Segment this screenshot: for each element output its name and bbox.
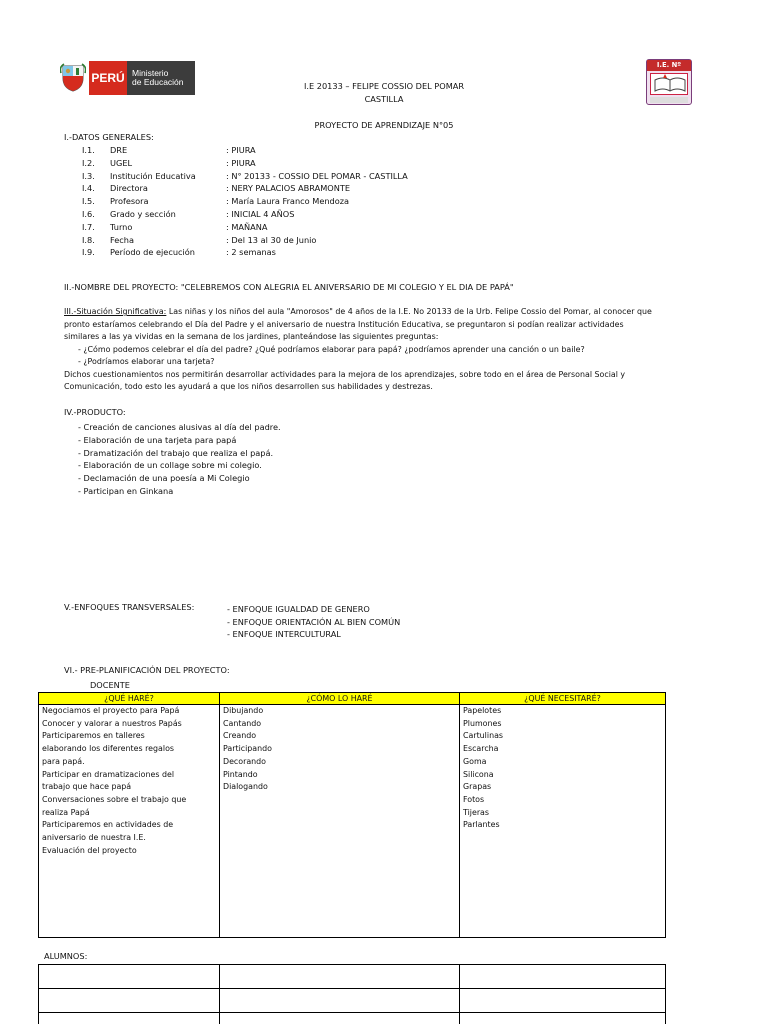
table-cell[interactable]: [220, 1013, 460, 1024]
que-hare-item: para papá.: [42, 756, 85, 766]
section-2-project-name: II.-NOMBRE DEL PROYECTO: "CELEBREMOS CON ALEGRIA EL ANIVERSARIO DE MI COLEGIO Y EL DIA DE PAPÁ": [64, 282, 514, 292]
planning-table-docente: [38, 692, 666, 938]
table-cell[interactable]: [460, 965, 666, 989]
general-data-value: : N° 20133 - COSSIO DEL POMAR - CASTILLA: [226, 170, 408, 181]
section-3-situation: [64, 306, 724, 394]
como-hare-item: Decorando: [223, 756, 267, 766]
product-list: [78, 421, 281, 498]
col-header-que-necesitare: ¿QUÉ NECESITARÉ?: [460, 693, 666, 705]
table-row: [39, 965, 666, 989]
material-item: Fotos: [463, 794, 485, 804]
col-header-que-hare: ¿QUÉ HARÉ?: [39, 693, 220, 705]
situation-line-1: Las niñas y los niños del aula "Amorosos" de 4 años de la I.E. No 20133 de la Urb. Felipe Cossio del Pomar, al conocer que: [166, 307, 652, 316]
que-hare-item: Participaremos en talleres: [42, 731, 145, 741]
table-cell[interactable]: [39, 1013, 220, 1024]
ministry-line-1: Ministerio: [132, 68, 169, 79]
general-data-label: Grado y sección: [110, 209, 176, 219]
col-header-como-hare: ¿CÓMO LO HARÉ: [220, 693, 460, 705]
que-hare-item: Participar en dramatizaciones del: [42, 769, 175, 779]
general-data-label: Fecha: [110, 234, 135, 245]
material-item: Tijeras: [463, 807, 490, 817]
section-1-heading: I.-DATOS GENERALES:: [64, 132, 154, 142]
general-data-number: I.7.: [82, 221, 95, 232]
table-cell[interactable]: [39, 965, 220, 989]
approaches-list: [227, 603, 400, 641]
general-data-number: I.3.: [82, 170, 95, 181]
project-title: PROYECTO DE APRENDIZAJE N°05: [314, 120, 454, 130]
situation-line-5: Comunicación, todo esto les ayudará a que los niños desarrollen sus habilidades y destrezas.: [64, 382, 433, 391]
general-data-value: : MAÑANA: [226, 221, 268, 232]
que-hare-item: Conocer y valorar a nuestros Papás: [42, 718, 182, 728]
material-item: Cartulinas: [463, 731, 504, 741]
como-hare-item: Dialogando: [223, 782, 268, 792]
general-data-value: : PIURA: [226, 157, 256, 168]
section-4-heading: IV.-PRODUCTO:: [64, 407, 126, 417]
general-data-value: : 2 semanas: [226, 247, 276, 258]
general-data-label: Período de ejecución: [110, 247, 195, 258]
peru-label: PERÚ: [89, 61, 127, 95]
que-hare-item: trabajo que hace papá: [42, 782, 132, 792]
ministry-line-2: de Educación: [132, 77, 184, 87]
general-data-label: Profesora: [110, 196, 149, 207]
table-cell[interactable]: [220, 989, 460, 1013]
product-item: - Declamación de una poesía a Mi Colegio: [78, 473, 250, 484]
product-item: - Dramatización del trabajo que realiza el papá.: [78, 447, 274, 458]
como-hare-item: Dibujando: [223, 706, 264, 715]
product-item: - Elaboración de una tarjeta para papá: [78, 434, 237, 445]
que-hare-item: Negociamos el proyecto para Papá: [42, 706, 180, 715]
section-3-heading: III.-Situación Significativa:: [64, 307, 167, 316]
como-hare-item: Creando: [223, 731, 257, 741]
product-item: - Participan en Ginkana: [78, 485, 174, 496]
como-hare-item: Participando: [223, 744, 272, 754]
general-data-number: I.8.: [82, 234, 95, 245]
general-data-number: I.6.: [82, 209, 95, 219]
general-data-number: I.5.: [82, 196, 95, 207]
docente-label: DOCENTE: [90, 680, 130, 690]
table-row: [39, 989, 666, 1013]
school-city: CASTILLA: [364, 94, 404, 104]
table-cell[interactable]: [460, 1013, 666, 1024]
material-item: Silicona: [463, 769, 494, 779]
school-name: I.E 20133 – FELIPE COSSIO DEL POMAR: [303, 81, 465, 91]
situation-question-2: - ¿Podríamos elaborar una tarjeta?: [78, 357, 215, 366]
situation-line-2: pronto estaríamos celebrando el Día del Padre y el aniversario de nuestra Institución Educativa, se preguntaron si podían realizar actividades: [64, 319, 624, 329]
general-data-label: Institución Educativa: [110, 170, 196, 181]
table-row: [39, 1013, 666, 1024]
material-item: Grapas: [463, 782, 492, 792]
que-hare-item: realiza Papá: [42, 807, 90, 817]
general-data-number: I.2.: [82, 157, 95, 168]
general-data-value: : Del 13 al 30 de Junio: [226, 234, 317, 245]
como-hare-item: Cantando: [223, 718, 262, 728]
material-item: Escarcha: [463, 744, 499, 754]
general-data-value: : NERY PALACIOS ABRAMONTE: [226, 183, 351, 194]
approach-item: - ENFOQUE IGUALDAD DE GENERO: [227, 604, 370, 614]
school-logo-text: I.E. Nº: [647, 60, 691, 71]
material-item: Goma: [463, 756, 487, 766]
alumnos-label: ALUMNOS:: [44, 951, 88, 961]
section-5-heading: V.-ENFOQUES TRANSVERSALES:: [64, 602, 195, 612]
general-data-number: I.4.: [82, 183, 95, 194]
approach-item: - ENFOQUE INTERCULTURAL: [227, 629, 341, 639]
como-hare-cell: [220, 705, 460, 938]
general-data-label: Directora: [110, 183, 148, 194]
que-hare-item: Participaremos en actividades de: [42, 820, 174, 830]
planning-table-alumnos: [38, 964, 666, 1024]
situation-line-4: Dichos cuestionamientos nos permitirán desarrollar actividades para la mejora de los aprendizajes, sobre todo en el área de Personal Social y: [64, 369, 626, 379]
material-item: Plumones: [463, 718, 502, 728]
que-hare-cell: [39, 705, 220, 938]
general-data-label: Turno: [110, 221, 133, 232]
que-hare-item: Conversaciones sobre el trabajo que: [42, 794, 187, 804]
table-cell[interactable]: [39, 989, 220, 1013]
situation-line-3: similares a las ya vividas en la semana de los jardines, planteándose las siguientes preguntas:: [64, 332, 439, 341]
general-data-number: I.9.: [82, 247, 95, 258]
general-data-value: : María Laura Franco Mendoza: [226, 196, 350, 207]
general-data-value: : PIURA: [226, 145, 256, 155]
general-data-value: : INICIAL 4 AÑOS: [226, 209, 295, 219]
que-hare-item: aniversario de nuestra I.E.: [42, 833, 146, 843]
material-item: Parlantes: [463, 820, 500, 830]
product-item: - Elaboración de un collage sobre mi colegio.: [78, 460, 262, 471]
general-data-label: DRE: [110, 145, 128, 155]
table-cell[interactable]: [460, 989, 666, 1013]
que-necesitare-cell: [460, 705, 666, 938]
approach-item: - ENFOQUE ORIENTACIÓN AL BIEN COMÚN: [227, 616, 401, 627]
product-item: - Creación de canciones alusivas al día del padre.: [78, 422, 281, 432]
table-cell[interactable]: [220, 965, 460, 989]
section-6-heading: VI.- PRE-PLANIFICACIÓN DEL PROYECTO:: [64, 665, 230, 675]
general-data-label: UGEL: [110, 157, 133, 168]
general-data-number: I.1.: [82, 145, 95, 155]
situation-question-1: - ¿Cómo podemos celebrar el día del padre? ¿Qué podríamos elaborar para papá? ¿podríamos aprender una canción o un baile?: [78, 344, 585, 354]
que-hare-item: Evaluación del proyecto: [42, 845, 137, 855]
material-item: Papelotes: [463, 706, 502, 715]
que-hare-item: elaborando los diferentes regalos: [42, 744, 175, 754]
como-hare-item: Pintando: [223, 769, 258, 779]
